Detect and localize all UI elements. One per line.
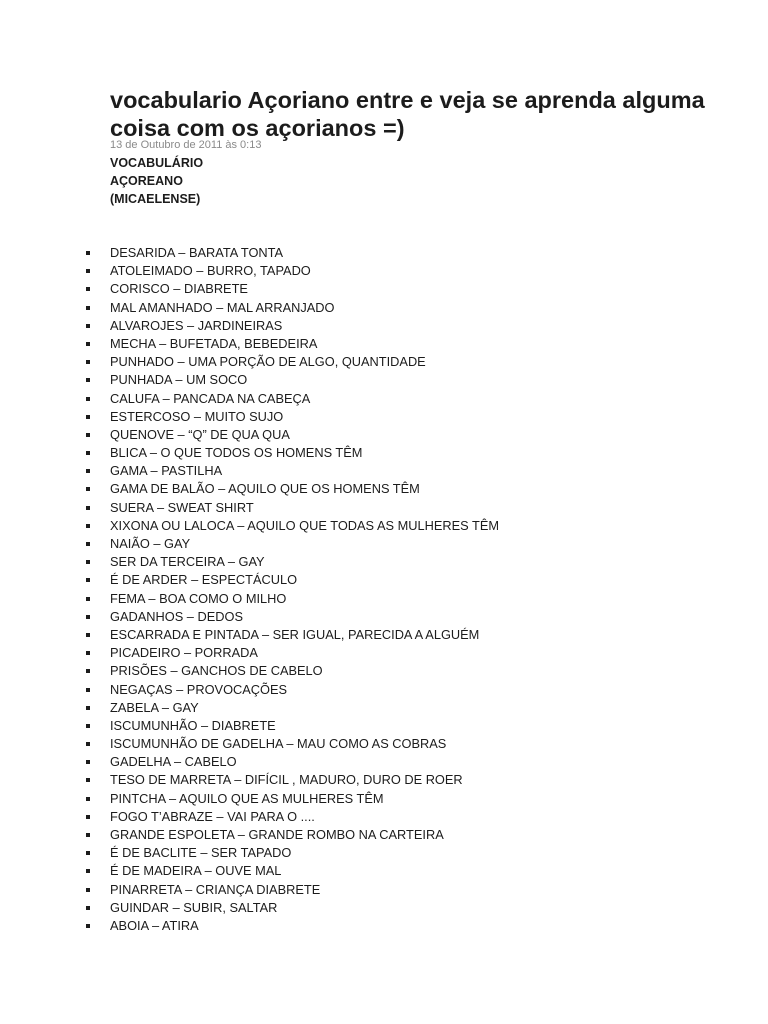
square-bullet-icon — [86, 506, 90, 510]
square-bullet-icon — [86, 724, 90, 728]
square-bullet-icon — [86, 797, 90, 801]
vocabulary-entry: CALUFA – PANCADA NA CABEÇA — [110, 390, 311, 406]
list-item — [0, 571, 768, 589]
list-item — [0, 353, 768, 371]
list-item — [0, 826, 768, 844]
post-date: 13 de Outubro de 2011 às 0:13 — [110, 139, 262, 151]
list-item — [0, 662, 768, 680]
vocabulary-entry: ZABELA – GAY — [110, 699, 199, 715]
list-item — [0, 844, 768, 862]
square-bullet-icon — [86, 433, 90, 437]
list-item — [0, 462, 768, 480]
list-item — [0, 790, 768, 808]
square-bullet-icon — [86, 615, 90, 619]
vocabulary-entry: MECHA – BUFETADA, BEBEDEIRA — [110, 335, 318, 351]
square-bullet-icon — [86, 597, 90, 601]
list-item — [0, 681, 768, 699]
vocabulary-entry: É DE BACLITE – SER TAPADO — [110, 845, 292, 861]
vocabulary-entry: GADANHOS – DEDOS — [110, 608, 243, 624]
list-item — [0, 608, 768, 626]
vocabulary-entry: PRISÕES – GANCHOS DE CABELO — [110, 663, 323, 679]
heading-line: VOCABULÁRIO — [110, 156, 204, 170]
list-item — [0, 517, 768, 535]
vocabulary-list — [0, 244, 768, 935]
list-item — [0, 535, 768, 553]
list-item — [0, 426, 768, 444]
square-bullet-icon — [86, 815, 90, 819]
list-item — [0, 408, 768, 426]
list-item — [0, 317, 768, 335]
vocabulary-entry: PUNHADA – UM SOCO — [110, 372, 248, 388]
vocabulary-entry: FOGO T’ABRAZE – VAI PARA O .... — [110, 808, 315, 824]
square-bullet-icon — [86, 888, 90, 892]
list-item — [0, 444, 768, 462]
vocabulary-entry: NAIÃO – GAY — [110, 536, 191, 551]
square-bullet-icon — [86, 924, 90, 928]
square-bullet-icon — [86, 578, 90, 582]
square-bullet-icon — [86, 469, 90, 473]
square-bullet-icon — [86, 524, 90, 528]
square-bullet-icon — [86, 706, 90, 710]
list-item — [0, 881, 768, 899]
list-item — [0, 590, 768, 608]
vocabulary-entry: É DE MADEIRA – OUVE MAL — [110, 863, 282, 879]
list-item — [0, 626, 768, 644]
square-bullet-icon — [86, 742, 90, 746]
vocabulary-entry: MAL AMANHADO – MAL ARRANJADO — [110, 299, 335, 315]
square-bullet-icon — [86, 633, 90, 637]
list-item — [0, 717, 768, 735]
heading-line: AÇOREANO — [110, 174, 183, 188]
vocabulary-entry: NEGAÇAS – PROVOCAÇÕES — [110, 681, 288, 697]
square-bullet-icon — [86, 251, 90, 255]
list-item — [0, 262, 768, 280]
square-bullet-icon — [86, 833, 90, 837]
square-bullet-icon — [86, 287, 90, 291]
vocabulary-entry: GAMA DE BALÃO – AQUILO QUE OS HOMENS TÊM — [110, 481, 420, 497]
list-item — [0, 499, 768, 517]
square-bullet-icon — [86, 669, 90, 673]
article-title: vocabulario Açoriano entre e veja se aprenda alguma coisa com os açorianos =) — [110, 87, 705, 141]
vocabulary-entry: GADELHA – CABELO — [110, 754, 237, 770]
square-bullet-icon — [86, 688, 90, 692]
vocabulary-entry: ALVAROJES – JARDINEIRAS — [110, 317, 283, 333]
list-item — [0, 753, 768, 771]
vocabulary-entry: QUENOVE – “Q” DE QUA QUA — [110, 426, 290, 442]
vocabulary-entry: É DE ARDER – ESPECTÁCULO — [110, 572, 298, 588]
list-item — [0, 553, 768, 571]
square-bullet-icon — [86, 378, 90, 382]
square-bullet-icon — [86, 851, 90, 855]
vocabulary-entry: PINARRETA – CRIANÇA DIABRETE — [110, 881, 321, 897]
list-item — [0, 299, 768, 317]
square-bullet-icon — [86, 397, 90, 401]
square-bullet-icon — [86, 542, 90, 546]
list-item — [0, 735, 768, 753]
list-item — [0, 335, 768, 353]
vocabulary-entry: XIXONA OU LALOCA – AQUILO QUE TODAS AS MULHERES TÊM — [110, 517, 500, 533]
list-item — [0, 390, 768, 408]
vocabulary-entry: PINTCHA – AQUILO QUE AS MULHERES TÊM — [110, 790, 384, 806]
square-bullet-icon — [86, 651, 90, 655]
vocabulary-entry: GUINDAR – SUBIR, SALTAR — [110, 899, 278, 915]
square-bullet-icon — [86, 906, 90, 910]
square-bullet-icon — [86, 560, 90, 564]
list-item — [0, 244, 768, 262]
vocabulary-entry: ISCUMUNHÃO – DIABRETE — [110, 717, 276, 733]
vocabulary-entry: PUNHADO – UMA PORÇÃO DE ALGO, QUANTIDADE — [110, 354, 426, 370]
vocabulary-entry: PICADEIRO – PORRADA — [110, 645, 258, 661]
list-item — [0, 480, 768, 498]
vocabulary-entry: TESO DE MARRETA – DIFÍCIL , MADURO, DURO DE ROER — [110, 772, 463, 788]
heading-line: (MICAELENSE) — [110, 192, 201, 206]
vocabulary-entry: GAMA – PASTILHA — [110, 463, 223, 479]
vocabulary-entry: GRANDE ESPOLETA – GRANDE ROMBO NA CARTEIRA — [110, 827, 444, 842]
square-bullet-icon — [86, 269, 90, 273]
list-item — [0, 862, 768, 880]
list-item — [0, 899, 768, 917]
list-item — [0, 917, 768, 935]
list-item — [0, 644, 768, 662]
vocabulary-entry: SER DA TERCEIRA – GAY — [110, 554, 265, 570]
list-item — [0, 771, 768, 789]
vocabulary-entry: ESCARRADA E PINTADA – SER IGUAL, PARECIDA A ALGUÉM — [110, 626, 480, 642]
vocabulary-entry: ESTERCOSO – MUITO SUJO — [110, 408, 284, 424]
square-bullet-icon — [86, 487, 90, 491]
vocabulary-heading — [110, 154, 203, 208]
vocabulary-entry: ABOIA – ATIRA — [110, 917, 199, 933]
square-bullet-icon — [86, 778, 90, 782]
square-bullet-icon — [86, 342, 90, 346]
square-bullet-icon — [86, 869, 90, 873]
vocabulary-entry: ATOLEIMADO – BURRO, TAPADO — [110, 263, 311, 279]
vocabulary-entry: ISCUMUNHÃO DE GADELHA – MAU COMO AS COBRAS — [110, 736, 447, 752]
vocabulary-entry: CORISCO – DIABRETE — [110, 281, 248, 297]
square-bullet-icon — [86, 306, 90, 310]
square-bullet-icon — [86, 760, 90, 764]
vocabulary-entry: DESARIDA – BARATA TONTA — [110, 245, 284, 260]
vocabulary-entry: BLICA – O QUE TODOS OS HOMENS TÊM — [110, 445, 363, 461]
square-bullet-icon — [86, 360, 90, 364]
list-item — [0, 280, 768, 298]
square-bullet-icon — [86, 451, 90, 455]
vocabulary-entry: SUERA – SWEAT SHIRT — [110, 499, 254, 515]
list-item — [0, 699, 768, 717]
list-item — [0, 808, 768, 826]
list-item — [0, 371, 768, 389]
square-bullet-icon — [86, 415, 90, 419]
vocabulary-entry: FEMA – BOA COMO O MILHO — [110, 590, 287, 606]
square-bullet-icon — [86, 324, 90, 328]
